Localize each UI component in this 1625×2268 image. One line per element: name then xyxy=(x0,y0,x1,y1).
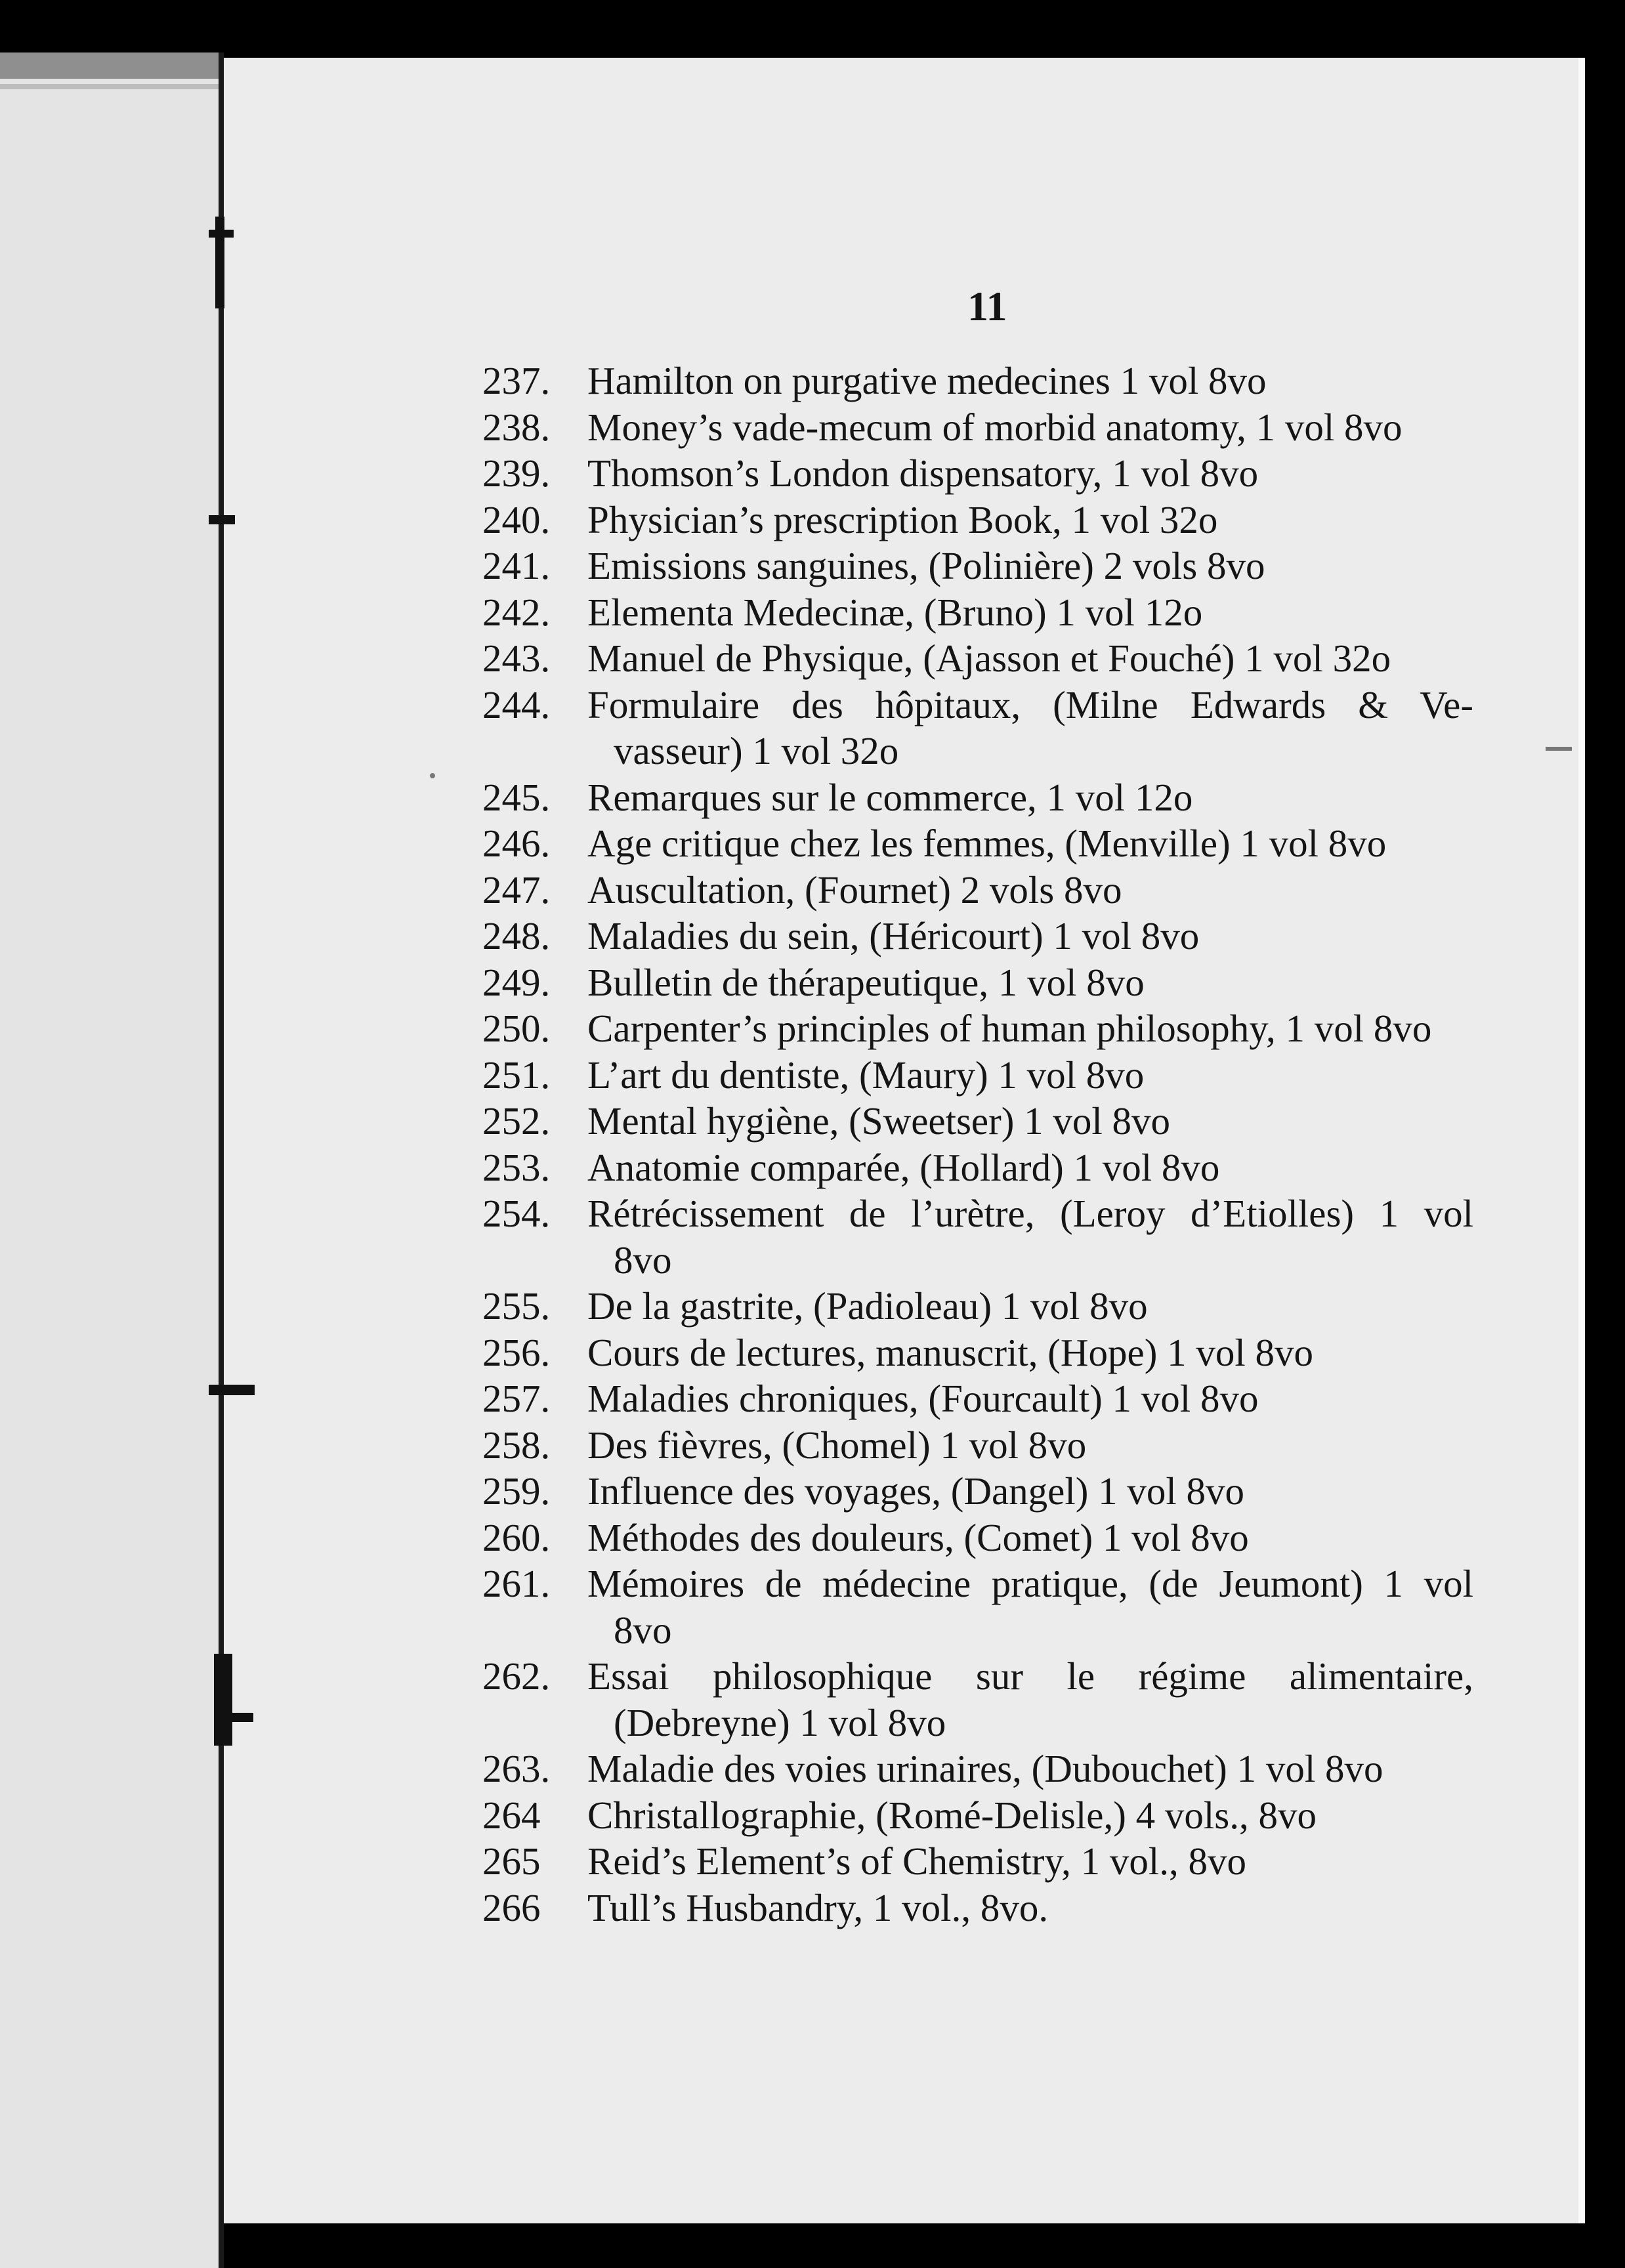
entry-title-line: Elementa Medecinæ, (Bruno) 1 vol 12o xyxy=(587,590,1203,634)
entry-number: 249. xyxy=(482,960,551,1004)
catalog-entry xyxy=(482,913,1473,959)
entry-title-line: Money’s vade-mecum of morbid anatomy, 1 vol 8vo xyxy=(587,405,1403,449)
entry-text xyxy=(587,1098,1473,1144)
catalog-entry xyxy=(482,959,1473,1006)
catalog-entry xyxy=(482,589,1473,636)
catalog-entry xyxy=(482,682,1473,774)
entry-number: 237. xyxy=(482,359,551,402)
entry-title-line: Remarques sur le commerce, 1 vol 12o xyxy=(587,775,1193,819)
catalog-entry xyxy=(482,1838,1473,1885)
catalog-entry xyxy=(482,1330,1473,1376)
entry-text xyxy=(587,1792,1473,1839)
entry-title-line: Christallographie, (Romé-Delisle,) 4 vols., 8vo xyxy=(587,1793,1317,1837)
entry-text xyxy=(587,1144,1473,1191)
catalog-entry xyxy=(482,635,1473,682)
catalog-entry xyxy=(482,358,1473,404)
entry-title-line: Thomson’s London dispensatory, 1 vol 8vo xyxy=(587,452,1259,495)
entry-number: 259. xyxy=(482,1469,551,1513)
entry-title-line: Hamilton on purgative medecines 1 vol 8vo xyxy=(587,359,1267,402)
entry-text xyxy=(587,497,1473,543)
entry-title-line: Maladies chroniques, (Fourcault) 1 vol 8vo xyxy=(587,1377,1259,1420)
catalog-entry xyxy=(482,450,1473,497)
entry-text xyxy=(587,1515,1473,1561)
catalog-entry xyxy=(482,1746,1473,1792)
entry-title-line: Manuel de Physique, (Ajasson et Fouché) 1 vol 32o xyxy=(587,637,1391,680)
catalog-entry xyxy=(482,1468,1473,1515)
entry-continuation-line: vasseur) 1 vol 32o xyxy=(614,729,899,772)
entry-title-line: Emissions sanguines, (Polinière) 2 vols 8vo xyxy=(587,544,1265,587)
entry-continuation-line: 8vo xyxy=(614,1238,672,1282)
page-number: 11 xyxy=(967,283,1007,329)
catalog-entry xyxy=(482,1052,1473,1099)
catalog-entry xyxy=(482,1005,1473,1052)
entry-title-line: Mental hygiène, (Sweetser) 1 vol 8vo xyxy=(587,1099,1171,1143)
entry-text xyxy=(587,1838,1473,1885)
entry-number: 251. xyxy=(482,1053,551,1097)
entry-text xyxy=(587,1468,1473,1515)
entry-number: 243. xyxy=(482,637,551,680)
entry-number: 244. xyxy=(482,682,551,726)
entry-number: 248. xyxy=(482,914,551,957)
entry-text xyxy=(587,589,1473,636)
entry-number: 256. xyxy=(482,1330,551,1374)
entry-text xyxy=(587,404,1473,451)
entry-title-line: Maladies du sein, (Héricourt) 1 vol 8vo xyxy=(587,914,1200,957)
binding-tab xyxy=(214,1654,232,1746)
catalog-entry xyxy=(482,1190,1473,1283)
entry-title-line: Cours de lectures, manuscrit, (Hope) 1 vol 8vo xyxy=(587,1330,1313,1374)
entry-number: 265 xyxy=(482,1839,541,1883)
entry-text xyxy=(587,1746,1473,1792)
catalog-entry xyxy=(482,774,1473,821)
entry-number: 252. xyxy=(482,1099,551,1143)
entry-text xyxy=(587,867,1473,914)
entry-title-line: Carpenter’s principles of human philosophy, 1 vol 8vo xyxy=(587,1007,1432,1050)
entry-number: 260. xyxy=(482,1515,551,1559)
entry-number: 266 xyxy=(482,1885,541,1929)
entry-text xyxy=(587,450,1473,497)
catalog-entry xyxy=(482,497,1473,543)
entry-text xyxy=(587,1561,1473,1653)
entry-number: 264 xyxy=(482,1793,541,1837)
entry-title-line: Physician’s prescription Book, 1 vol 32o xyxy=(587,497,1218,541)
entry-title-line: Tull’s Husbandry, 1 vol., 8vo. xyxy=(587,1885,1049,1929)
entry-text xyxy=(587,1005,1473,1052)
entry-title-line: Des fièvres, (Chomel) 1 vol 8vo xyxy=(587,1423,1087,1467)
entry-title-line: Reid’s Element’s of Chemistry, 1 vol., 8vo xyxy=(587,1839,1247,1883)
entry-number: 250. xyxy=(482,1007,551,1050)
catalog-entry xyxy=(482,404,1473,451)
catalog-entry xyxy=(482,1561,1473,1653)
catalog-entry xyxy=(482,820,1473,867)
entry-title-line: De la gastrite, (Padioleau) 1 vol 8vo xyxy=(587,1284,1148,1328)
entry-number: 255. xyxy=(482,1284,551,1328)
catalog-entry xyxy=(482,1885,1473,1931)
entry-text xyxy=(587,1283,1473,1330)
entry-continuation-line: 8vo xyxy=(614,1608,672,1652)
catalog-entry xyxy=(482,1653,1473,1746)
binding-tab xyxy=(214,1713,253,1722)
catalog-list xyxy=(482,358,1473,1931)
catalog-entry xyxy=(482,1144,1473,1191)
entry-text xyxy=(587,635,1473,682)
entry-title-line: Age critique chez les femmes, (Menville) 1 vol 8vo xyxy=(587,822,1387,865)
catalog-entry xyxy=(482,1792,1473,1839)
entry-title-line: Bulletin de thérapeutique, 1 vol 8vo xyxy=(587,960,1145,1004)
margin-mark xyxy=(430,773,435,778)
entry-number: 261. xyxy=(482,1562,551,1605)
entry-title-line: Anatomie comparée, (Hollard) 1 vol 8vo xyxy=(587,1145,1220,1189)
entry-title-line: Méthodes des douleurs, (Comet) 1 vol 8vo xyxy=(587,1515,1249,1559)
entry-text xyxy=(587,682,1473,774)
page-top-shade xyxy=(0,52,220,79)
entry-number: 245. xyxy=(482,775,551,819)
entry-number: 257. xyxy=(482,1377,551,1420)
entry-text xyxy=(587,1422,1473,1469)
entry-title-line: Maladie des voies urinaires, (Dubouchet) 1 vol 8vo xyxy=(587,1747,1383,1790)
entry-number: 238. xyxy=(482,405,551,449)
entry-text xyxy=(587,1052,1473,1099)
entry-number: 239. xyxy=(482,452,551,495)
entry-text xyxy=(587,543,1473,589)
entry-number: 258. xyxy=(482,1423,551,1467)
catalog-entry xyxy=(482,1098,1473,1144)
page-top-line xyxy=(0,84,220,89)
binding-gutter xyxy=(219,52,224,2268)
entry-title-line: Auscultation, (Fournet) 2 vols 8vo xyxy=(587,868,1122,912)
entry-number: 253. xyxy=(482,1145,551,1189)
margin-mark xyxy=(1546,747,1572,751)
entry-text xyxy=(587,913,1473,959)
entry-number: 254. xyxy=(482,1192,551,1235)
entry-number: 247. xyxy=(482,868,551,912)
entry-text xyxy=(587,1190,1473,1283)
entry-number: 246. xyxy=(482,822,551,865)
entry-text xyxy=(587,774,1473,821)
entry-title-line: Essai philosophique sur le régime alimentaire, xyxy=(587,1654,1473,1698)
entry-text xyxy=(587,358,1473,404)
entry-text xyxy=(587,1330,1473,1376)
entry-number: 241. xyxy=(482,544,551,587)
entry-title-line: Formulaire des hôpitaux, (Milne Edwards & Ve- xyxy=(587,682,1473,726)
entry-title-line: Rétrécissement de l’urètre, (Leroy d’Etiolles) 1 vol xyxy=(587,1192,1473,1235)
binding-tab xyxy=(209,515,235,524)
entry-number: 242. xyxy=(482,590,551,634)
entry-text xyxy=(587,820,1473,867)
entry-title-line: L’art du dentiste, (Maury) 1 vol 8vo xyxy=(587,1053,1145,1097)
entry-number: 240. xyxy=(482,497,551,541)
catalog-entry xyxy=(482,1376,1473,1422)
entry-text xyxy=(587,1376,1473,1422)
entry-text xyxy=(587,1653,1473,1746)
entry-text xyxy=(587,1885,1473,1931)
entry-number: 263. xyxy=(482,1747,551,1790)
catalog-entry xyxy=(482,1515,1473,1561)
entry-text xyxy=(587,959,1473,1006)
entry-title-line: Influence des voyages, (Dangel) 1 vol 8vo xyxy=(587,1469,1245,1513)
left-page-edge xyxy=(0,52,220,2268)
binding-tab xyxy=(215,217,224,308)
entry-continuation-line: (Debreyne) 1 vol 8vo xyxy=(614,1700,946,1744)
binding-tab xyxy=(209,1385,255,1395)
catalog-entry xyxy=(482,867,1473,914)
catalog-entry xyxy=(482,543,1473,589)
catalog-entry xyxy=(482,1422,1473,1469)
entry-title-line: Mémoires de médecine pratique, (de Jeumont) 1 vol xyxy=(587,1562,1473,1605)
entry-number: 262. xyxy=(482,1654,551,1698)
catalog-entry xyxy=(482,1283,1473,1330)
